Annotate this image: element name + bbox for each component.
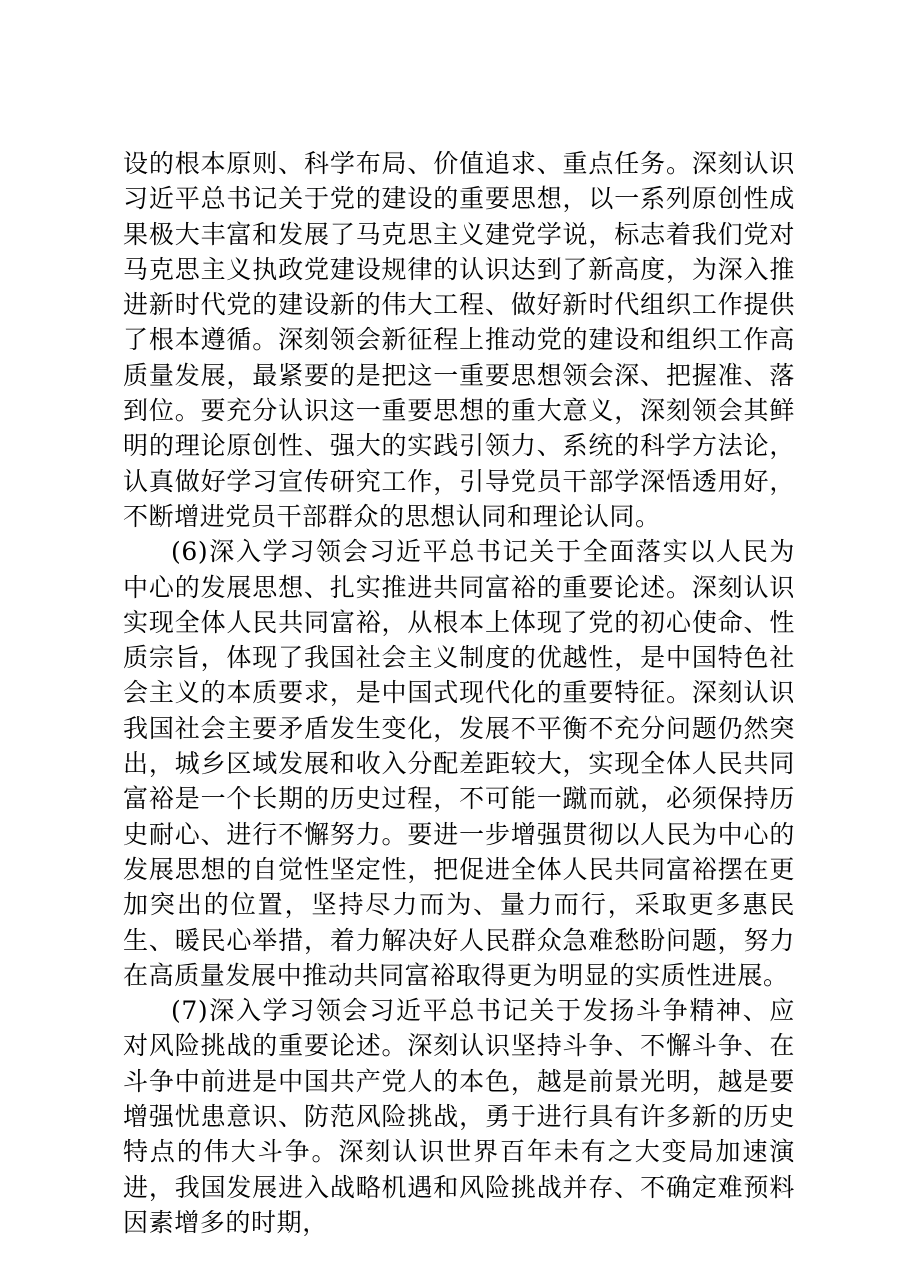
paragraph-item-7: (7)深入学习领会习近平总书记关于发扬斗争精神、应对风险挑战的重要论述。深刻认识坚持斗争、不懈斗争、在斗争中前进是中国共产党人的本色，越是前景光明，越是要增强忧患意识、防范风险挑战，勇于进行具有许多新的历史特点的伟大斗争。深刻认识世界百年未有之大变局加速演进，我国发展进入战略机遇和风险挑战并存、不确定难预料因素增多的时期，: [123, 996, 795, 1237]
document-body: [123, 146, 795, 1240]
paragraph-continuation: 设的根本原则、科学布局、价值追求、重点任务。深刻认识习近平总书记关于党的建设的重要思想，以一系列原创性成果极大丰富和发展了马克思主义建党学说，标志着我们党对马克思主义执政党建设规律的认识达到了新高度，为深入推进新时代党的建设新的伟大工程、做好新时代组织工作提供了根本遵循。深刻领会新征程上推动党的建设和组织工作高质量发展，最紧要的是把这一重要思想领会深、把握准、落到位。要充分认识这一重要思想的重大意义，深刻领会其鲜明的理论原创性、强大的实践引领力、系统的科学方法论，认真做好学习宣传研究工作，引导党员干部学深悟透用好，不断增进党员干部群众的思想认同和理论认同。: [123, 149, 795, 531]
paragraph-item-6: (6)深入学习领会习近平总书记关于全面落实以人民为中心的发展思想、扎实推进共同富裕的重要论述。深刻认识实现全体人民共同富裕，从根本上体现了党的初心使命、性质宗旨，体现了我国社会主义制度的优越性，是中国特色社会主义的本质要求，是中国式现代化的重要特征。深刻认识我国社会主要矛盾发生变化，发展不平衡不充分问题仍然突出，城乡区域发展和收入分配差距较大，实现全体人民共同富裕是一个长期的历史过程，不可能一蹴而就，必须保持历史耐心、进行不懈努力。要进一步增强贯彻以人民为中心的发展思想的自觉性坚定性，把促进全体人民共同富裕摆在更加突出的位置，坚持尽力而为、量力而行，采取更多惠民生、暖民心举措，着力解决好人民群众急难愁盼问题，努力在高质量发展中推动共同富裕取得更为明显的实质性进展。: [123, 537, 795, 990]
